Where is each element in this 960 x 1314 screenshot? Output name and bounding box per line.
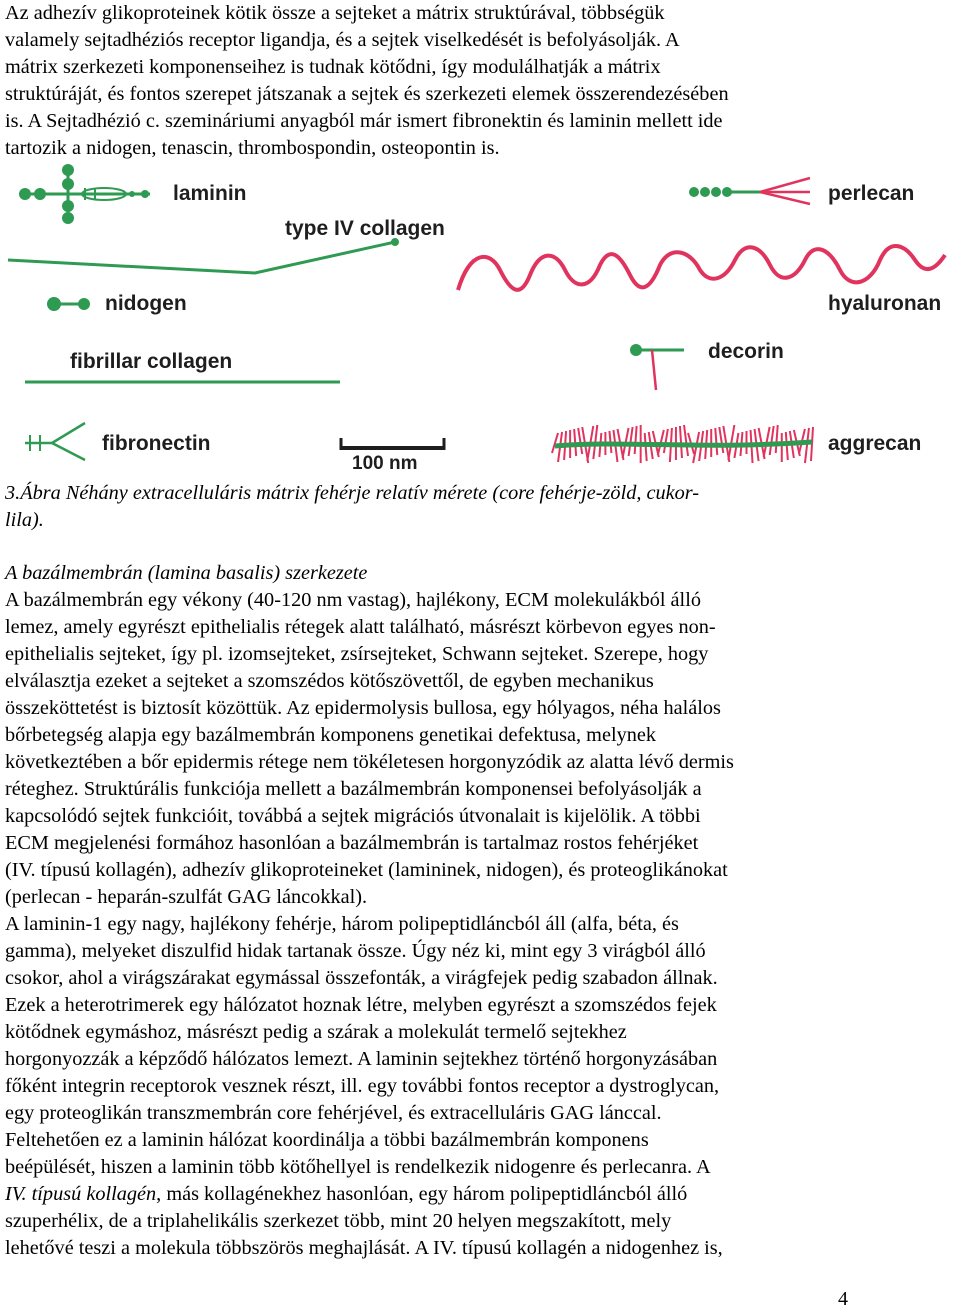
section-line: bőrbetegség alapja egy bazálmembrán komponens genetikai defektusa, melynek — [5, 724, 657, 746]
nidogen-molecule — [47, 297, 90, 311]
section-line-rest: , más kollagénekhez hasonlóan, egy három polipeptidláncból álló — [156, 1183, 688, 1205]
type-iv-collagen-term: IV. típusú kollagén — [5, 1183, 157, 1205]
aggrecan-side-chain — [635, 426, 637, 454]
section-line: ECM megjelenési formához hasonlóan a bazálmembrán is tartalmaz rostos fehérjéket — [5, 832, 699, 854]
section-line: horgonyozzák a képződő hálózatos lemezt. A laminin sejtekhez történő horgonyzásában — [5, 1048, 718, 1070]
section-line: A laminin-1 egy nagy, hajlékony fehérje, három polipeptidláncból áll (alfa, béta, és — [5, 913, 679, 935]
section-line: gamma), melyeket diszulfid hidak tartanak össze. Úgy néz ki, mint egy 3 virágból álló — [5, 940, 706, 962]
aggrecan-side-chain — [680, 426, 682, 458]
section-line: kapcsolódó sejtek funkcióit, továbbá a sejtek migrációs útvonalait is kijelölik. A többi — [5, 805, 701, 827]
label-laminin: laminin — [173, 182, 247, 205]
label-nidogen: nidogen — [105, 292, 187, 315]
section-line: csokor, ahol a virágszárakat egymással összefonták, a virágfejek pedig szabadon állnak. — [5, 967, 718, 989]
section-line: (IV. típusú kollagén), adhezív glikoproteineket (lamininek, nidogen), és proteoglikánokat — [5, 859, 728, 881]
section-line: következtében a bőr epidermis rétege nem tökéletesen horgonyzódik az alatta lévő dermis — [5, 751, 734, 773]
section-line: beépülését, hiszen a laminin több kötőhellyel is rendelkezik nidogenre és perlecanra. A — [5, 1156, 711, 1178]
section-line: főként integrin receptorok vesznek részt, ill. egy további fontos receptor a dystroglycan, — [5, 1075, 720, 1097]
figure-caption — [5, 480, 955, 534]
ecm-molecules-figure — [0, 160, 960, 480]
section-line: (perlecan - heparán-szulfát GAG láncokkal). — [5, 886, 368, 908]
section-line: A bazálmembrán egy vékony (40-120 nm vastag), hajlékony, ECM molekulákból álló — [5, 589, 701, 611]
label-type-iv-collagen: type IV collagen — [285, 217, 445, 240]
intro-line: mátrix szerkezeti komponenseihez is tudnak kötődni, így modulálhatják a mátrix — [5, 56, 661, 78]
intro-line: struktúráját, és fontos szerepet játszanak a sejtek és szerkezeti elemek összerendezésében — [5, 83, 729, 105]
scale-bar-label: 100 nm — [352, 453, 418, 474]
fibronectin-molecule — [25, 423, 85, 460]
section-line: lemez, amely egyrészt epithelialis rétegek alatt található, másrészt körbevon egyes non- — [5, 616, 716, 638]
aggrecan-side-chain — [578, 428, 582, 454]
section-title: A bazálmembrán (lamina basalis) szerkezete — [5, 562, 368, 584]
aggrecan-side-chain — [684, 425, 688, 456]
page-number: 4 — [838, 1288, 848, 1310]
aggrecan-side-chain — [728, 425, 734, 460]
section-line — [5, 1181, 955, 1208]
label-fibronectin: fibronectin — [102, 432, 211, 455]
intro-line: is. A Sejtadhézió c. szemináriumi anyagból már ismert fibronektin és laminin mellett ide — [5, 110, 723, 132]
aggrecan-side-chain — [552, 433, 558, 453]
section-line: réteghez. Struktúrális funkciója mellett a bazálmembrán komponensei befolyásolják a — [5, 778, 702, 800]
intro-line: Az adhezív glikoproteinek kötik össze a sejteket a mátrix struktúrával, többségük — [5, 2, 665, 24]
aggrecan-side-chain — [629, 427, 633, 456]
type-iv-collagen-molecule — [8, 242, 395, 273]
label-fibrillar-collagen: fibrillar collagen — [70, 350, 233, 373]
intro-line: valamely sejtadhéziós receptor ligandja, és a sejtek viselkedését is befolyásolják. A — [5, 29, 680, 51]
intro-line: tartozik a nidogen, tenascin, thrombospondin, osteopontin is. — [5, 137, 500, 159]
basement-membrane-section — [5, 560, 955, 1262]
intro-paragraph — [5, 0, 955, 162]
section-line: epithelialis sejteket, így pl. izomsejteket, zsírsejteket, Schwann sejteket. Szerepe, hogy — [5, 643, 709, 665]
section-line: Feltehetően ez a laminin hálózat koordinálja a többi bazálmembrán komponens — [5, 1129, 649, 1151]
aggrecan-side-chain — [664, 429, 668, 453]
aggrecan-side-chain — [770, 426, 774, 455]
label-hyaluronan: hyaluronan — [828, 292, 942, 315]
aggrecan-core — [555, 442, 812, 446]
aggrecan-side-chain — [719, 427, 723, 453]
section-line: összeköttetést is biztosít közöttük. Az epidermolysis bullosa, egy hólyagos, néha halálos — [5, 697, 721, 719]
section-line: elválasztja ezeket a sejteket a szomszédos kötőszövettől, de egyben mechanikus — [5, 670, 654, 692]
laminin-molecule — [19, 164, 150, 224]
section-line: Ezek a heterotrimerek egy hálózatot hoznak létre, melyben egyrészt a szomszédos fejek — [5, 994, 717, 1016]
section-line: lehetővé teszi a molekula többszörös meghajlását. A IV. típusú kollagén a nidogenhez is, — [5, 1237, 723, 1259]
aggrecan-side-chain — [805, 428, 809, 463]
caption-line: lila). — [5, 509, 44, 531]
caption-line: 3.Ábra Néhány extracelluláris mátrix fehérje relatív mérete (core fehérje-zöld, cukor- — [5, 482, 700, 504]
aggrecan-side-chain — [776, 425, 778, 453]
aggrecan-side-chain — [645, 433, 647, 461]
section-line: egy proteoglikán transzmembrán core fehérjével, és extracelluláris GAG lánccal. — [5, 1102, 662, 1124]
decorin-molecule — [630, 344, 684, 390]
aggrecan-side-chain — [715, 428, 717, 455]
label-perlecan: perlecan — [828, 182, 915, 205]
label-aggrecan: aggrecan — [828, 432, 922, 455]
label-decorin: decorin — [708, 340, 784, 363]
hyaluronan-molecule — [458, 246, 945, 290]
section-line: kötődnek egymáshoz, másrészt pedig a szárak a molekulát termelő sejtekhez — [5, 1021, 627, 1043]
section-line: szuperhélix, de a triplahelikális szerkezet több, mint 20 helyen megszakított, mely — [5, 1210, 672, 1232]
scale-bar — [340, 438, 445, 450]
aggrecan-molecule — [552, 425, 813, 463]
perlecan-molecule — [689, 178, 810, 204]
